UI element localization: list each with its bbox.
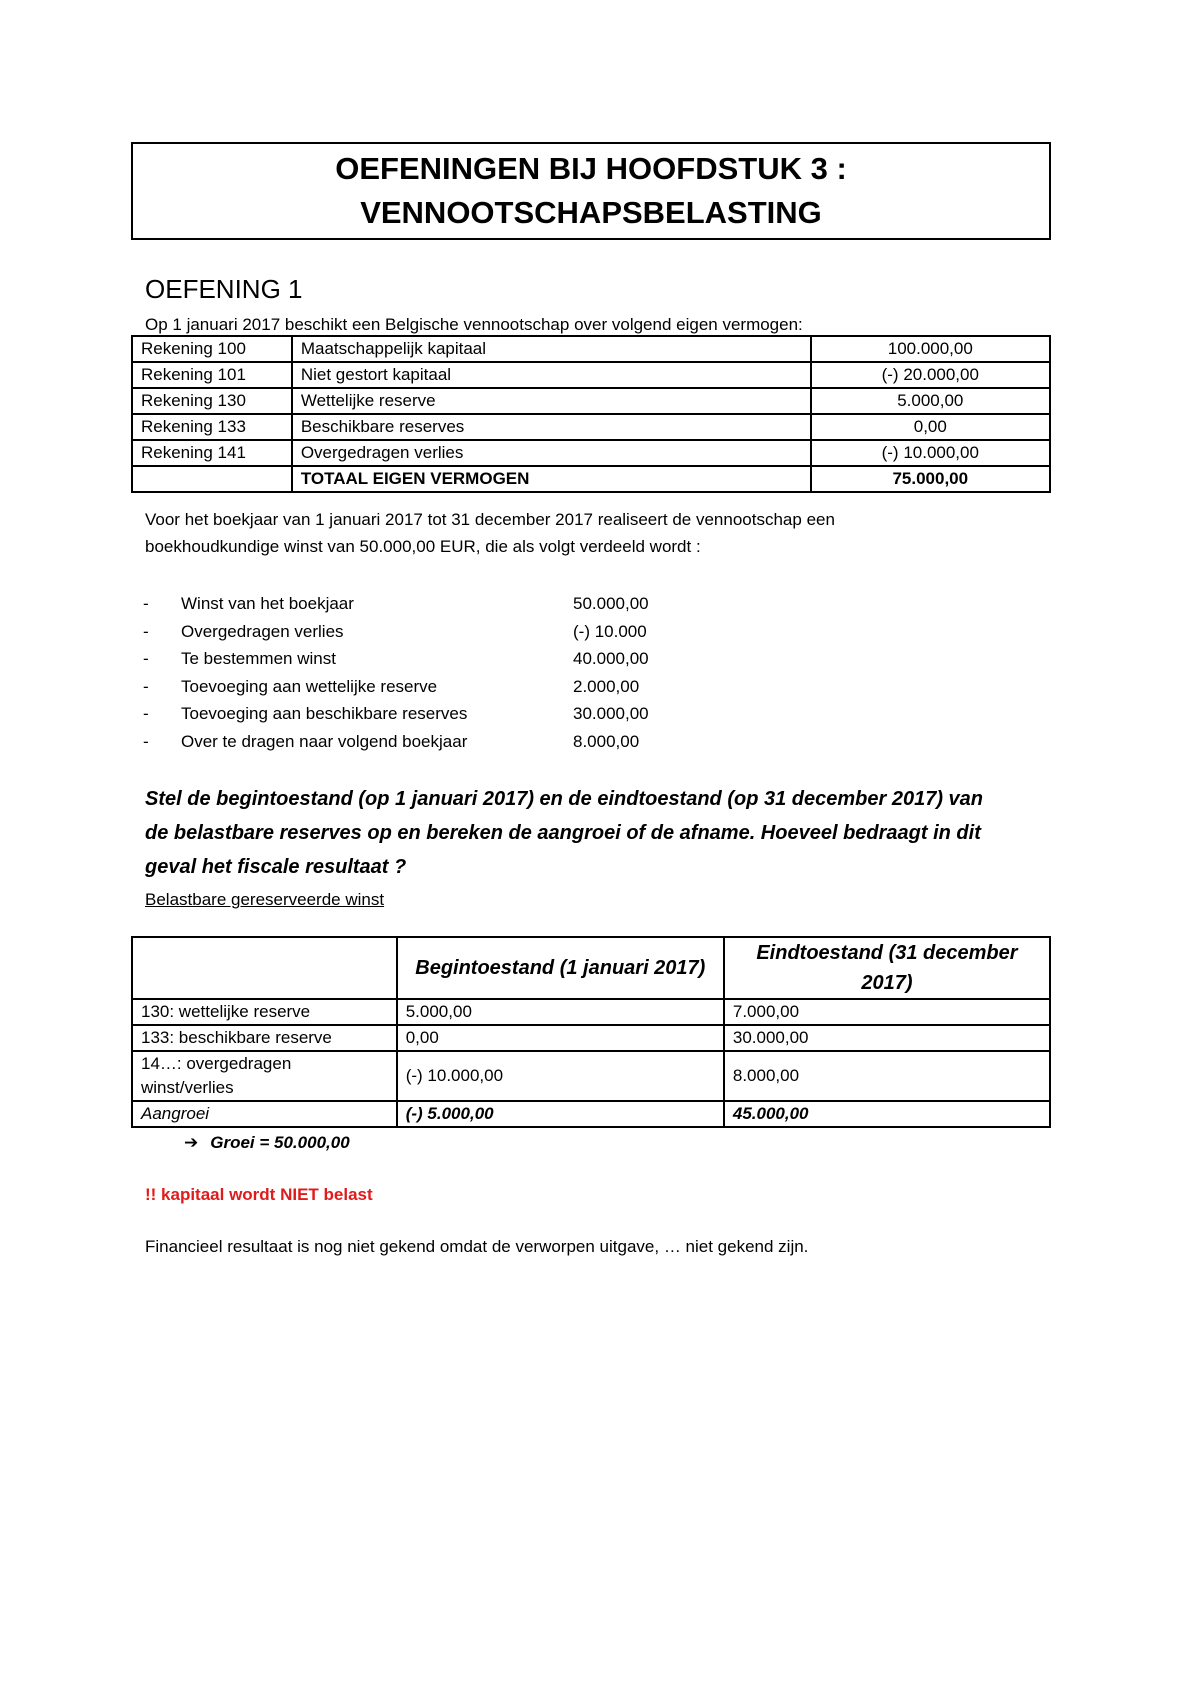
table-row [132,440,1050,466]
title-line-2: VENNOOTSCHAPSBELASTING [360,195,822,230]
table-row [132,336,1050,362]
total-row [132,466,1050,492]
table-row [132,1051,1050,1101]
begin-value: 0,00 [397,1025,724,1051]
exercise-heading: OEFENING 1 [145,274,303,304]
empty-header-cell [132,937,397,999]
row-label: 130: wettelijke reserve [132,999,397,1025]
warning-text: !! kapitaal wordt NIET belast [145,1185,373,1204]
paragraph-line-1: Voor het boekjaar van 1 januari 2017 tot 31 december 2017 realiseert de vennootschap een [145,510,835,529]
growth-row [132,1101,1050,1127]
growth-end: 45.000,00 [724,1101,1050,1127]
account-cell: Rekening 141 [132,440,292,466]
table-row [132,362,1050,388]
paragraph-line-2: boekhoudkundige winst van 50.000,00 EUR, die als volgt verdeeld wordt : [145,537,701,556]
total-amount: 75.000,00 [811,466,1050,492]
label-cell: Overgedragen verlies [292,440,811,466]
question-line-3: geval het fiscale resultaat ? [145,856,407,878]
dash: - [143,704,149,723]
amount-cell: 100.000,00 [811,336,1050,362]
label-cell: Beschikbare reserves [292,414,811,440]
header-end: Eindtoestand (31 december 2017) [724,937,1050,999]
header-row [132,937,1050,999]
title-line-1: OEFENINGEN BIJ HOOFDSTUK 3 : [335,151,847,186]
list-amount: 30.000,00 [573,704,649,723]
dash: - [143,594,149,613]
list-amount: 50.000,00 [573,594,649,613]
dash: - [143,649,149,668]
question-line-2: de belastbare reserves op en bereken de aangroei of de afname. Hoeveel bedraagt in dit [145,822,981,844]
growth-note [184,1133,350,1153]
question-line-1: Stel de begintoestand (op 1 januari 2017) en de eindtoestand (op 31 december 2017) van [145,788,984,810]
list-amount: (-) 10.000 [573,621,647,641]
header-begin: Begintoestand (1 januari 2017) [397,937,724,999]
equity-table [131,335,1051,493]
amount-cell: 5.000,00 [811,388,1050,414]
list-amount: 40.000,00 [573,649,649,668]
list-label: Overgedragen verlies [181,621,344,641]
account-cell: Rekening 101 [132,362,292,388]
final-note: Financieel resultaat is nog niet gekend omdat de verworpen uitgave, … niet gekend zijn. [145,1237,809,1256]
title-box [131,142,1051,240]
begin-value: 5.000,00 [397,999,724,1025]
dash: - [143,731,149,751]
end-value: 30.000,00 [724,1025,1050,1051]
total-label: TOTAAL EIGEN VERMOGEN [292,466,811,492]
row-label: 133: beschikbare reserve [132,1025,397,1051]
amount-cell: 0,00 [811,414,1050,440]
row-label [132,1051,397,1101]
row-label-text: 14…: overgedragen winst/verlies [141,1054,292,1097]
table-row [132,388,1050,414]
intro-text: Op 1 januari 2017 beschikt een Belgische vennootschap over volgend eigen vermogen: [145,315,803,334]
list-amount: 2.000,00 [573,676,640,696]
label-cell: Maatschappelijk kapitaal [292,336,811,362]
question [145,782,1055,884]
subheading: Belastbare gereserveerde winst [145,890,385,909]
empty-cell [132,466,292,492]
growth-begin: (-) 5.000,00 [397,1101,724,1127]
account-cell: Rekening 130 [132,388,292,414]
list-label: Over te dragen naar volgend boekjaar [181,731,468,751]
amount-cell: (-) 20.000,00 [811,362,1050,388]
dash: - [143,676,149,696]
growth-text: Groei = 50.000,00 [210,1133,350,1152]
begin-value: (-) 10.000,00 [397,1051,724,1101]
list-label: Toevoeging aan beschikbare reserves [181,704,468,723]
list-label: Toevoeging aan wettelijke reserve [181,676,438,696]
end-value: 7.000,00 [724,999,1050,1025]
list-amount: 8.000,00 [573,731,640,751]
growth-label: Aangroei [132,1101,397,1127]
arrow-right-icon: ➔ [184,1133,199,1152]
reserves-table [131,936,1051,1128]
list-label: Te bestemmen winst [181,649,336,668]
amount-cell: (-) 10.000,00 [811,440,1050,466]
end-value: 8.000,00 [724,1051,1050,1101]
table-row [132,999,1050,1025]
account-cell: Rekening 100 [132,336,292,362]
dash: - [143,621,149,641]
table-row [132,1025,1050,1051]
table-row [132,414,1050,440]
label-cell: Wettelijke reserve [292,388,811,414]
label-cell: Niet gestort kapitaal [292,362,811,388]
list-label: Winst van het boekjaar [181,594,354,613]
account-cell: Rekening 133 [132,414,292,440]
